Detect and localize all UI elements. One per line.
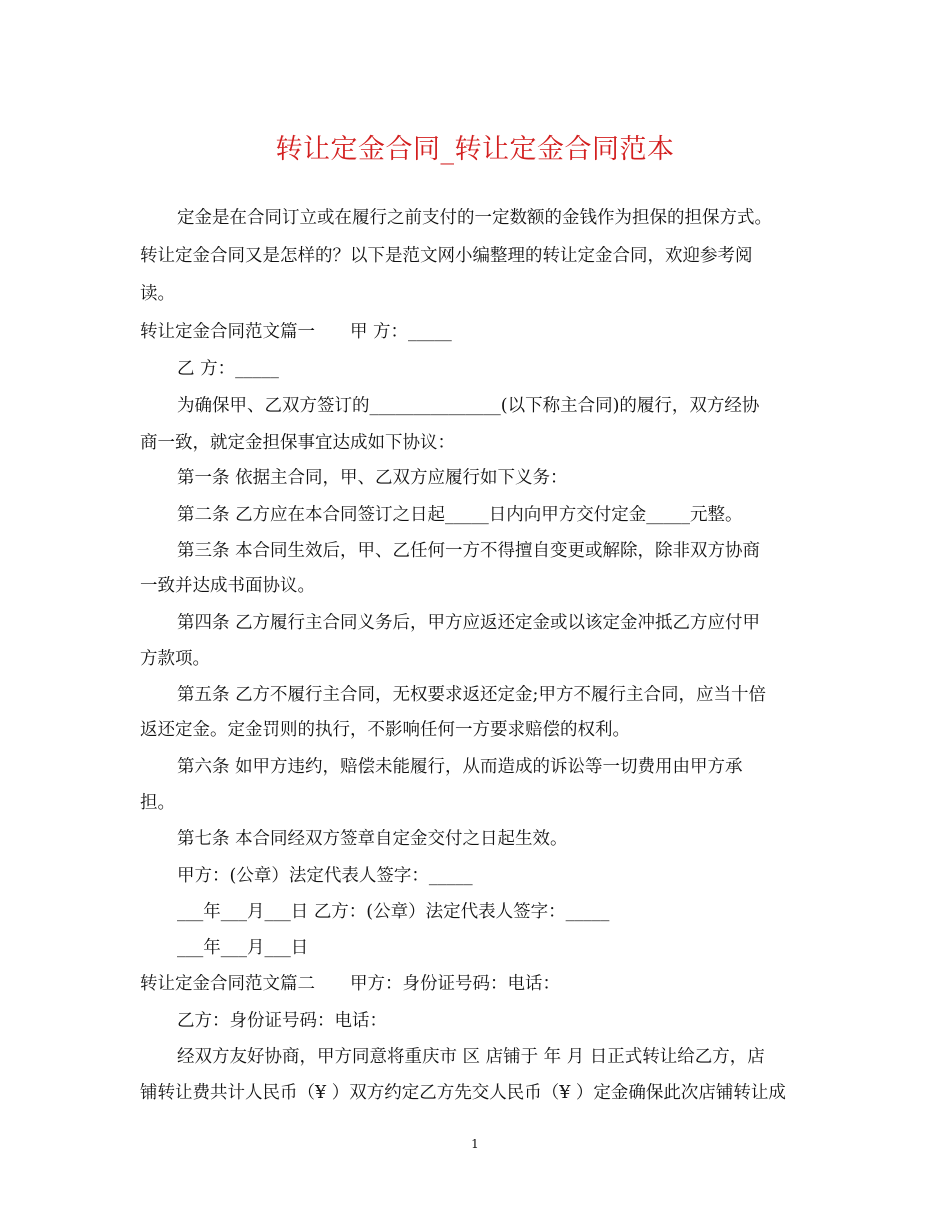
paragraph-line: 读。: [140, 284, 175, 304]
clause-line: 第二条 乙方应在本合同签订之日起_____日内向甲方交付定金_____元整。: [177, 505, 743, 525]
clause-line: 第一条 依据主合同，甲、乙双方应履行如下义务：: [177, 468, 568, 488]
clause-line: 返还定金。定金罚则的执行，不影响任何一方要求赔偿的权利。: [140, 720, 630, 740]
section-heading-line: 转让定金合同范文篇一 甲 方：_____: [140, 322, 452, 342]
clause-line: 第四条 乙方履行主合同义务后，甲方应返还定金或以该定金冲抵乙方应付甲: [177, 613, 761, 633]
paragraph-line: 乙 方：_____: [177, 359, 279, 379]
paragraph-line: 商一致，就定金担保事宜达成如下协议：: [140, 433, 455, 453]
clause-line: 方款项。: [140, 649, 210, 669]
paragraph-line: 定金是在合同订立或在履行之前支付的一定数额的金钱作为担保的担保方式。: [177, 208, 772, 228]
paragraph-line: 乙方：身份证号码：电话：: [177, 1011, 387, 1031]
signature-line: ___年___月___日 乙方：(公章）法定代表人签字：_____: [177, 902, 610, 922]
clause-line: 第七条 本合同经双方签章自定金交付之日起生效。: [177, 829, 568, 849]
paragraph-line: 铺转让费共计人民币（¥ ）双方约定乙方先交人民币（¥ ）定金确保此次店铺转让成: [140, 1083, 786, 1103]
page-number: 1: [471, 1137, 479, 1151]
paragraph-line: 转让定金合同又是怎样的？以下是范文网小编整理的转让定金合同，欢迎参考阅: [140, 246, 753, 266]
clause-line: 第六条 如甲方违约，赔偿未能履行，从而造成的诉讼等一切费用由甲方承: [177, 757, 743, 777]
document-title: 转让定金合同_转让定金合同范本: [275, 134, 675, 165]
clause-line: 第五条 乙方不履行主合同，无权要求返还定金;甲方不履行主合同，应当十倍: [177, 685, 766, 705]
clause-line: 一致并达成书面协议。: [140, 576, 315, 596]
paragraph-line: 为确保甲、乙双方签订的_______________(以下称主合同)的履行，双方经协: [177, 396, 760, 416]
signature-line: ___年___月___日: [177, 938, 309, 958]
clause-line: 第三条 本合同生效后，甲、乙任何一方不得擅自变更或解除，除非双方协商: [177, 541, 761, 561]
clause-line: 担。: [140, 793, 175, 813]
section-heading-line: 转让定金合同范文篇二 甲方：身份证号码：电话：: [140, 974, 560, 994]
paragraph-line: 经双方友好协商，甲方同意将重庆市 区 店铺于 年 月 日正式转让给乙方，店: [177, 1047, 765, 1067]
signature-line: 甲方：(公章）法定代表人签字：_____: [177, 866, 473, 886]
